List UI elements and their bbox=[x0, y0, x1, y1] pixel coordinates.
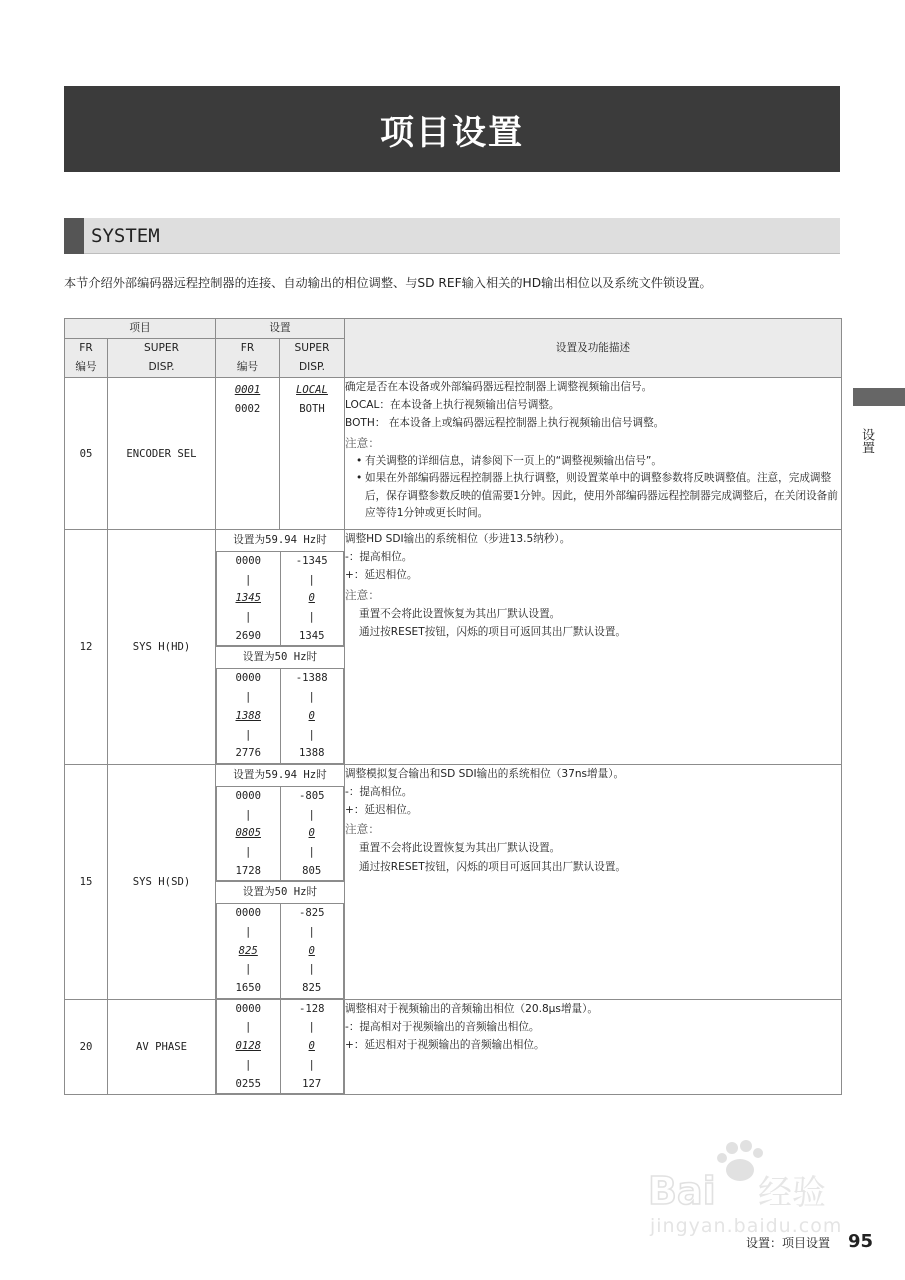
chapter-tab bbox=[853, 388, 905, 406]
fr-number: 12 bbox=[65, 530, 108, 765]
hz-label: 设置为50 Hz时 bbox=[216, 646, 344, 668]
svg-text:Bai: Bai bbox=[648, 1169, 716, 1213]
header-fr-item: FR 编号 bbox=[65, 339, 108, 378]
fr-values: 0001 0002 bbox=[216, 378, 280, 530]
hz-label: 设置为50 Hz时 bbox=[216, 881, 344, 903]
table-row bbox=[65, 530, 842, 765]
description: 确定是否在本设备或外部编码器远程控制器上调整视频输出信号。 LOCAL：在本设备上执行视频输出信号调整。 BOTH： 在本设备上或编码器远程控制器上执行视频输出信号调整。 注意： • 有关调整的详细信息，请参阅下一页上的“调整视频输出信号”。 • 如果在外部编码器远程控制器上执行调整，则设置菜单中的调整参数将反映调整值。注意，完成调整后，保存调整参数反映的值需要1分钟。因此，使用外部编码器远程控制器完成调整后，在关闭设备前应等待1分钟或更长时间。 bbox=[345, 378, 842, 530]
fr-number: 05 bbox=[65, 378, 108, 530]
header-fr-setting: FR 编号 bbox=[216, 339, 280, 378]
note-title: 注意： bbox=[345, 587, 380, 602]
hz-label: 设置为59.94 Hz时 bbox=[233, 768, 327, 781]
fr-number: 15 bbox=[65, 764, 108, 999]
section-header bbox=[64, 218, 840, 254]
header-description: 设置及功能描述 bbox=[345, 319, 842, 378]
note-title: 注意： bbox=[345, 435, 380, 450]
fr-number: 20 bbox=[65, 999, 108, 1094]
description: 调整相对于视频输出的音频输出相位（20.8μs增量）。 -：提高相对于视频输出的音频输出相位。 +：延迟相对于视频输出的音频输出相位。 bbox=[345, 999, 842, 1094]
svg-text:jingyan.baidu.com: jingyan.baidu.com bbox=[650, 1215, 843, 1237]
page-title-banner bbox=[64, 86, 840, 172]
section-marker bbox=[64, 218, 84, 254]
header-item: 项目 bbox=[65, 319, 216, 339]
chapter-label: 设置 bbox=[859, 428, 874, 454]
description: 调整模拟复合输出和SD SDI输出的系统相位（37ns增量）。 -：提高相位。 +：延迟相位。 注意： 重置不会将此设置恢复为其出厂默认设置。 通过按RESET按钮，闪烁的项目可返回其出厂默认设置。 bbox=[345, 764, 842, 999]
page-title: 项目设置 bbox=[380, 112, 524, 153]
note-title: 注意： bbox=[345, 822, 380, 837]
baidu-watermark-logo bbox=[640, 1138, 860, 1238]
section-title: SYSTEM bbox=[91, 225, 160, 247]
setting-values: 设置为59.94 Hz时 0000 | 1345 | 2690 -1345 | 0 | 1345 设置为50 Hz时 0000 | 1388 | 2776 -1388 | 0 | 1388 bbox=[216, 530, 345, 765]
settings-table bbox=[64, 318, 842, 1095]
item-name: SYS H(HD) bbox=[108, 530, 216, 765]
footer-label: 设置：项目设置 bbox=[746, 1236, 831, 1250]
item-name: SYS H(SD) bbox=[108, 764, 216, 999]
hz-label: 设置为59.94 Hz时 bbox=[233, 534, 327, 546]
setting-values: 0000 | 0128 | 0255 -128 | 0 | 127 bbox=[216, 999, 345, 1094]
table-row bbox=[65, 764, 842, 999]
setting-values: 设置为59.94 Hz时 0000 | 0805 | 1728 -805 | 0 | 805 设置为50 Hz时 0000 | 825 | 1650 -825 | 0 | 825 bbox=[216, 764, 345, 999]
svg-text:经验: 经验 bbox=[758, 1173, 826, 1213]
table-row bbox=[65, 378, 842, 530]
super-values: LOCAL BOTH bbox=[280, 378, 345, 530]
item-name: AV PHASE bbox=[108, 999, 216, 1094]
item-name: ENCODER SEL bbox=[108, 378, 216, 530]
header-super-setting: SUPER DISP. bbox=[280, 339, 345, 378]
header-setting: 设置 bbox=[216, 319, 345, 339]
header-super-item: SUPER DISP. bbox=[108, 339, 216, 378]
intro-text: 本节介绍外部编码器远程控制器的连接、自动输出的相位调整、与SD REF输入相关的HD输出相位以及系统文件锁设置。 bbox=[64, 276, 712, 290]
page-number: 95 bbox=[848, 1231, 874, 1252]
description: 调整HD SDI输出的系统相位（步进13.5纳秒）。 -：提高相位。 +：延迟相位。 注意： 重置不会将此设置恢复为其出厂默认设置。 通过按RESET按钮，闪烁的项目可返回其出厂默认设置。 bbox=[345, 530, 842, 765]
table-row bbox=[65, 999, 842, 1094]
